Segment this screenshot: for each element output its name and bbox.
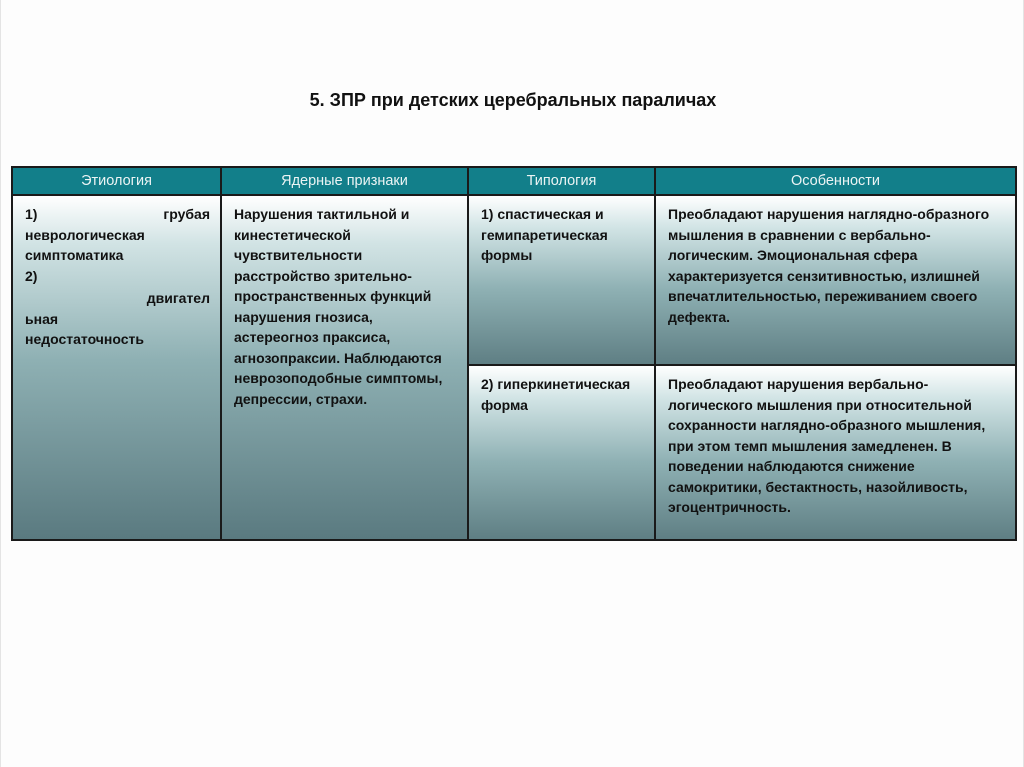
etiology-item-1-line1: неврологическая (25, 226, 145, 243)
etiology-item-2-line1: ьная (25, 310, 59, 327)
cell-typology-2: 2) гиперкинетическая форма (469, 366, 654, 539)
etiology-item-2-number: 2) (25, 267, 38, 284)
comparison-table (11, 166, 1017, 541)
cell-features-1: Преобладают нарушения наглядно-образного мышления в сравнении с вербально-логическим. Эмоциональная сфера характеризуется сензитивностью, излишней впечатлительностью, переживанием своего дефекта. (656, 196, 1015, 364)
etiology-item-1-word: грубая (163, 206, 210, 222)
cell-core-signs: Нарушения тактильной и кинестетической чувствительности расстройство зрительно-пространственных функций нарушения гнозиса, астереогноз праксиса, агнозопраксии. Наблюдаются неврозоподобные симптомы, депрессии, страхи. (222, 196, 467, 539)
cell-typology-1: 1) спастическая и гемипаретическая формы (469, 196, 654, 364)
header-typology: Типология (469, 168, 654, 194)
cell-etiology (13, 196, 220, 539)
slide-title: 5. ЗПР при детских церебральных параличах (309, 90, 717, 110)
header-core-signs: Ядерные признаки (222, 168, 467, 194)
header-etiology: Этиология (13, 168, 220, 194)
etiology-item-2-word: двигател (146, 290, 210, 306)
cell-features-2: Преобладают нарушения вербально-логического мышления при относительной сохранности наглядно-образного мышления, при этом темп мышления замедленен. В поведении наблюдаются снижение самокритики, бестактность, назойливость, эгоцентричность. (656, 366, 1015, 539)
etiology-item-1-head (25, 204, 210, 225)
etiology-item-1-number: 1) (25, 206, 38, 222)
etiology-item-2-line2: недостаточность (25, 331, 144, 347)
etiology-item-1-line2: симптоматика (25, 247, 124, 263)
header-features: Особенности (656, 168, 1015, 194)
